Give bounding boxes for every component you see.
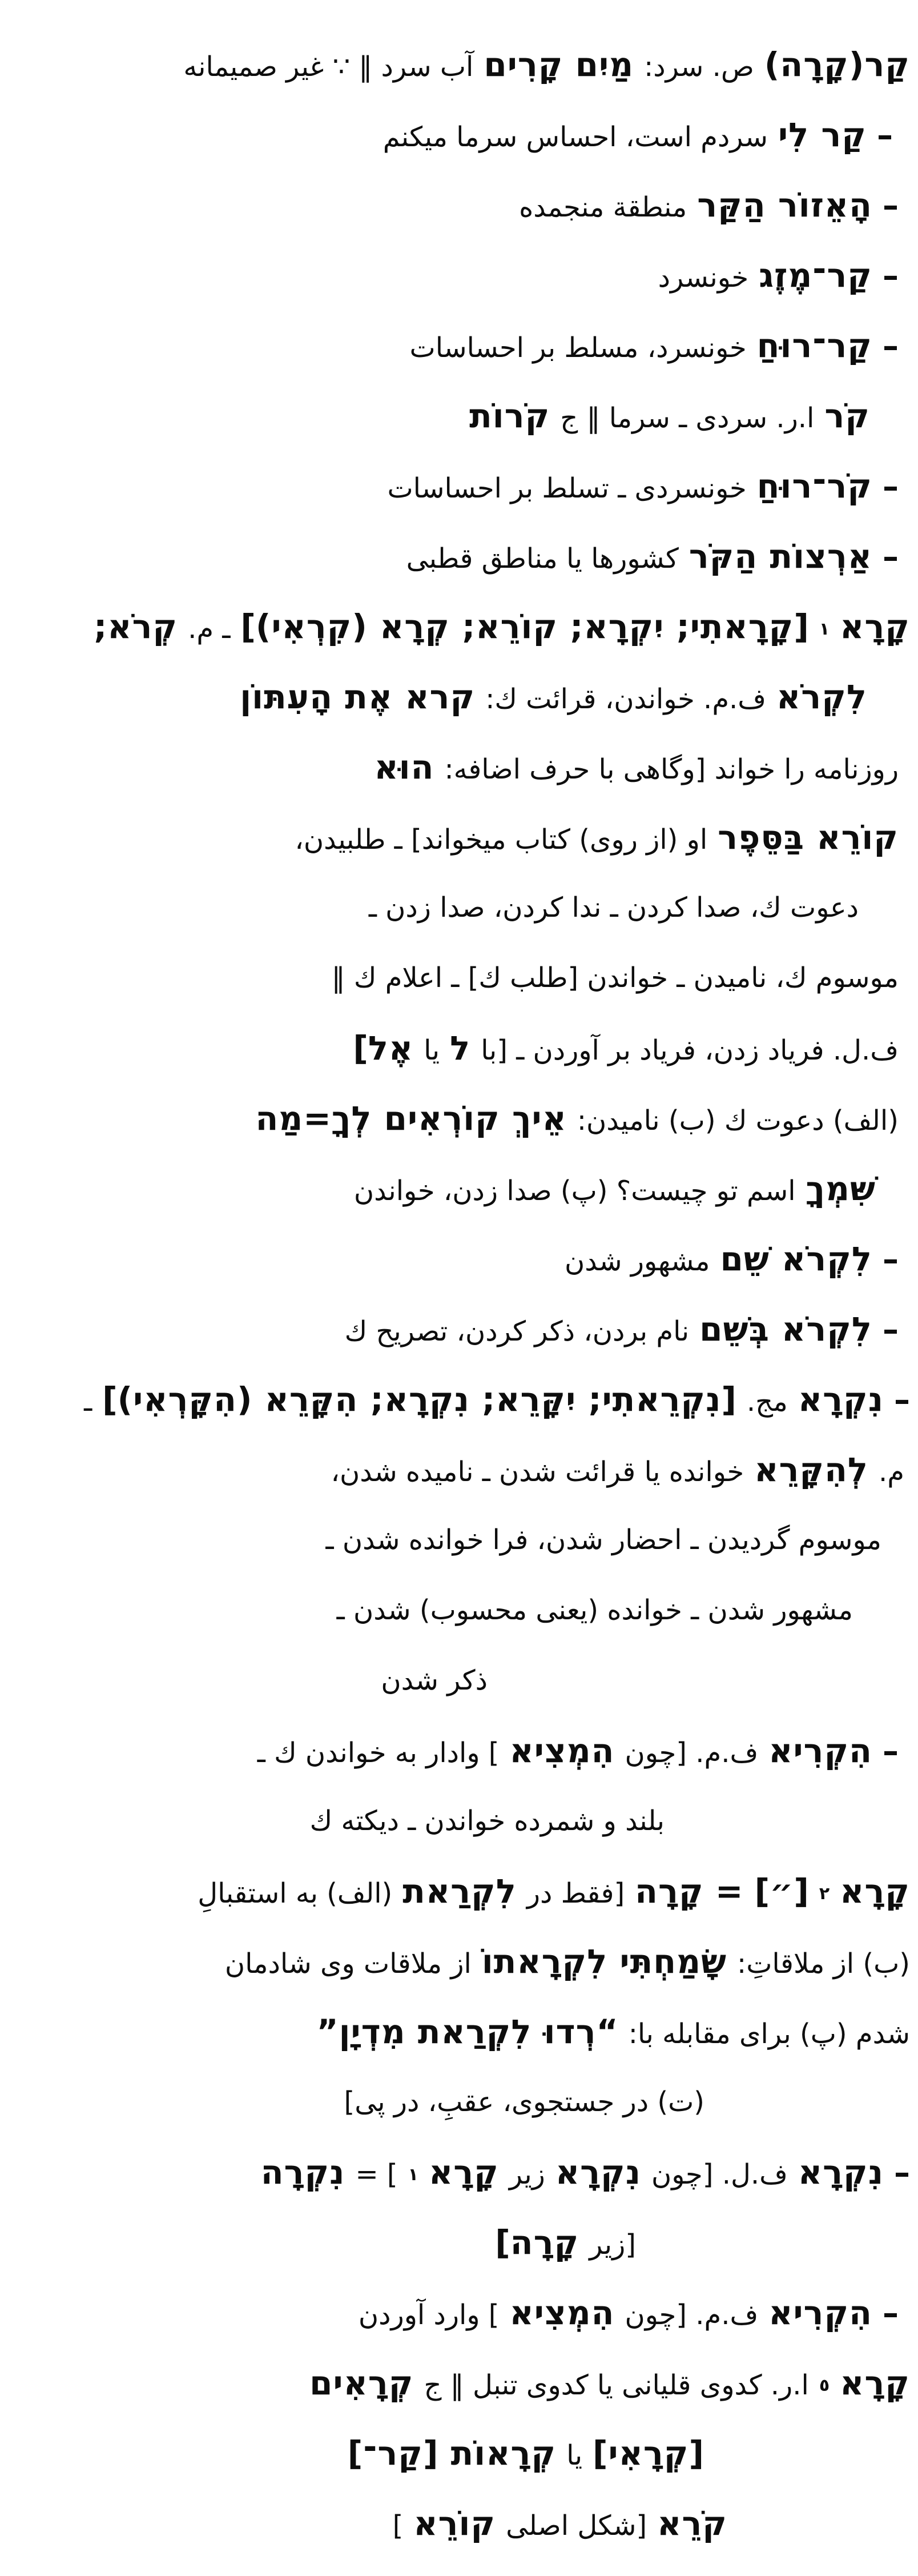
entry-kara-1-cont-7 — [8, 1084, 910, 1154]
persian-text: ] وادار به خواندن ك ـ — [257, 1737, 500, 1769]
hebrew-text: נִקְרָה — [260, 2153, 345, 2192]
persian-text: نام بردن، ذكر كردن، تصريح ك — [344, 1315, 690, 1347]
sub-entry-dash: – — [883, 1733, 899, 1770]
sub-entry-kar-mezeg — [8, 240, 910, 311]
hebrew-text: קָרָה] — [495, 2223, 579, 2262]
entry-kore — [8, 2489, 910, 2559]
entry-kara-2 — [8, 1856, 910, 1927]
sub-entry-nikra-cont-4 — [8, 1646, 910, 1716]
hebrew-text: מַיִם קָרִים — [484, 45, 634, 84]
sub-entry-nikra-2 — [8, 2137, 910, 2208]
entry-kara-1-cont-3 — [8, 803, 910, 873]
hebrew-text: שִּׁמְךָ — [806, 1169, 876, 1208]
hebrew-text: קֹרֵא — [657, 2504, 727, 2543]
entry-kara-1 — [8, 592, 910, 662]
sub-entry-kor-ruach — [8, 451, 910, 521]
hebrew-text: קוֹרֵא — [413, 2504, 496, 2543]
superscript-index: ٢ — [819, 1883, 830, 1904]
hebrew-text: קַר־רוּחַ — [756, 326, 872, 365]
persian-text: ص. سرد: — [644, 51, 754, 83]
hebrew-text: שָׂמַחְתִּי לִקְרָאתוֹ — [481, 1942, 727, 1981]
hebrew-text: קַר לִי — [778, 115, 867, 154]
persian-text: ] — [392, 2510, 404, 2542]
persian-text: م. — [879, 1456, 904, 1488]
hebrew-text: קָרָא — [840, 607, 910, 646]
persian-text: خونسرد، مسلط بر احساسات — [409, 332, 747, 364]
persian-text: ـ م. — [188, 613, 231, 645]
hebrew-text: קְרֹא; — [94, 607, 178, 646]
hebrew-text: הוּא — [374, 748, 434, 787]
persian-text: (ت) در جستجوی، عقبِ، در پی] — [344, 2086, 704, 2118]
hebrew-text: [קָרָאתִי; יִקְרָא; קוֹרֵא; קְרָא (קִרְאִי)] — [240, 607, 809, 646]
hebrew-text: קָרָא — [428, 2153, 499, 2192]
hebrew-text: לִקְרֹא בְּשֵׁם — [699, 1310, 872, 1349]
sub-entry-likro-shem — [8, 1224, 910, 1294]
hebrew-text: הִמְצִיא — [509, 2293, 615, 2332]
persian-text: يا — [424, 1034, 440, 1066]
persian-text: مج. — [746, 1386, 788, 1418]
persian-text: [فقط در — [526, 1877, 625, 1909]
sub-entry-haezor-hakar — [8, 170, 910, 240]
hebrew-text: לִקְרֹא שֵׁם — [720, 1239, 872, 1278]
persian-text: خونسرد — [658, 262, 749, 294]
superscript-index: ١ — [819, 619, 830, 639]
sub-entry-dash: – — [894, 2154, 910, 2192]
persian-text: ف.م. [چون — [625, 2299, 759, 2331]
persian-text: آب سرد ‖ ∵ غير صميمانه — [183, 51, 474, 83]
hebrew-text: הִקְרִיא — [768, 2293, 872, 2332]
hebrew-text: קְרָאִים — [309, 2364, 414, 2402]
persian-text: ـ — [84, 1386, 92, 1418]
superscript-index: ١ — [408, 2164, 418, 2185]
sub-entry-kar-ruach — [8, 311, 910, 381]
persian-text: اسم تو چيست؟ (پ) صدا زدن، خواندن — [353, 1175, 796, 1207]
hebrew-text: הִקְרִיא — [768, 1731, 872, 1770]
hebrew-text: קָרָא — [840, 2364, 910, 2402]
hebrew-text: קַר(קָרָה) — [764, 45, 910, 84]
sub-entry-dash: – — [883, 468, 899, 505]
sub-entry-nikra-cont-2 — [8, 1505, 910, 1575]
sub-entry-dash: – — [883, 328, 899, 365]
hebrew-text: קְרָאוֹת [קַר־] — [347, 2434, 557, 2473]
persian-text: (الف) به استقبالِ — [198, 1877, 393, 1909]
persian-text: سردم است، احساس سرما ميكنم — [382, 121, 768, 153]
persian-text: كشورها يا مناطق قطبى — [406, 543, 679, 575]
hebrew-text: קָרָא — [840, 1872, 910, 1911]
persian-text: ] = — [355, 2158, 398, 2190]
sub-entry-kar-li — [8, 100, 910, 170]
sub-entry-dash: – — [883, 187, 899, 224]
entry-kara-1-cont-8 — [8, 1154, 910, 1224]
persian-text: زير — [509, 2158, 545, 2190]
persian-text: خونسردى ـ تسلط بر احساسات — [387, 472, 747, 504]
persian-text: او (از روى) كتاب ميخواند] ـ طلبيدن، — [295, 824, 708, 856]
hebrew-text: קוֹרֵא בַּסֵּפֶר — [718, 818, 899, 857]
persian-text: ] وارد آوردن — [358, 2299, 500, 2331]
persian-text: [شكل اصلى — [506, 2510, 647, 2542]
hebrew-text: [קְרָאִי] — [593, 2434, 704, 2473]
entry-kara-1-cont-2 — [8, 732, 910, 803]
entry-kara-1-cont-4 — [8, 873, 910, 943]
hebrew-text: הָאֵזוֹר הַקַּר — [697, 186, 872, 224]
persian-text: موسوم ك، ناميدن ـ خواندن [طلب ك] ـ اعلام ك ‖ — [331, 962, 899, 994]
entry-kar — [8, 30, 910, 100]
entry-kara-1-cont-5 — [8, 943, 910, 1013]
persian-text: ا.ر. كدوى قليانى يا كدوى تنبل ‖ ج — [424, 2369, 809, 2401]
hebrew-text: נִקְרָא — [798, 2153, 884, 2192]
persian-text: يا — [566, 2439, 583, 2471]
hebrew-text: [נִקְרֵאתִי; יִקָּרֵא; נִקְרָא; הִקָּרֵא (הִקָּרְאִי)] — [102, 1380, 736, 1419]
entry-kara-2-cont-1 — [8, 1927, 910, 1997]
sub-entry-hikri-cont-1 — [8, 1786, 910, 1856]
hebrew-text: לִקְרֹא — [776, 677, 867, 716]
sub-entry-artsot-hakor — [8, 521, 910, 592]
persian-text: ذكر شدن — [381, 1664, 488, 1696]
persian-text: ا.ر. سردى ـ سرما ‖ ج — [560, 402, 815, 434]
persian-text: از ملاقات وى شادمان — [224, 1948, 472, 1980]
persian-text: ف.ل. فرياد زدن، فرياد بر آوردن ـ [با — [481, 1034, 899, 1066]
persian-text: (ب) از ملاقاتِ: — [737, 1948, 910, 1980]
entry-kara-2-cont-2 — [8, 1997, 910, 2067]
hebrew-text: אֵיךְ קוֹרְאִים לְךָ=מַה — [255, 1099, 567, 1138]
hebrew-text: “רְדוּ לִקְרַאת מִדְיָן” — [316, 2012, 618, 2051]
persian-text: خوانده يا قرائت شدن ـ ناميده شدن، — [331, 1456, 744, 1488]
persian-text: منطقة منجمده — [519, 191, 687, 223]
persian-text: ف.ل. [چون — [651, 2158, 788, 2190]
sub-entry-dash: – — [894, 1382, 910, 1419]
sub-entry-nikra-cont-1 — [8, 1435, 910, 1505]
sub-entry-dash: – — [883, 2295, 899, 2332]
hebrew-text: אַרְצוֹת הַקֹּר — [688, 537, 872, 576]
persian-text: موسوم گرديدن ـ احضار شدن، فرا خوانده شدن ـ — [325, 1524, 881, 1556]
persian-text: ف.م. خواندن، قرائت ك: — [485, 683, 767, 715]
persian-text: ف.م. [چون — [625, 1737, 759, 1769]
sub-entry-hikri — [8, 1716, 910, 1786]
sub-entry-hikri-2 — [8, 2278, 910, 2348]
hebrew-text: לְהִקָּרֵא — [754, 1450, 869, 1489]
hebrew-text: קַר־מֶזֶג — [759, 256, 872, 295]
sub-entry-dash: – — [883, 258, 899, 295]
sub-entry-likro-beshem — [8, 1294, 910, 1365]
sub-entry-dash: – — [883, 539, 899, 576]
sub-entry-nikra-passive — [8, 1365, 910, 1435]
persian-text: روزنامه را خواند [وگاهى با حرف اضافه: — [444, 753, 899, 785]
hebrew-text: אֶל] — [353, 1029, 414, 1068]
sub-entry-dash: – — [883, 1311, 899, 1349]
persian-text: بلند و شمرده خواندن ـ ديكته ك — [309, 1805, 665, 1837]
sub-entry-dash: – — [877, 117, 893, 154]
entry-kara-5-cont-1 — [8, 2418, 910, 2489]
hebrew-text: קֹרוֹת — [469, 396, 550, 435]
hebrew-text: נִקְרָא — [555, 2153, 641, 2192]
hebrew-text: לִקְרַאת — [402, 1872, 517, 1911]
hebrew-text: [״] = קָרָה — [635, 1872, 809, 1911]
hebrew-text: קֹר־רוּחַ — [756, 467, 872, 505]
persian-text: [زير — [589, 2229, 636, 2261]
sub-entry-dash: – — [883, 1241, 899, 1278]
persian-text: (الف) دعوت ك (ب) ناميدن: — [577, 1105, 899, 1137]
persian-text: مشهور شدن ـ خوانده (يعنى محسوب) شدن ـ — [336, 1594, 853, 1626]
sub-entry-nikra-cont-3 — [8, 1575, 910, 1646]
entry-kara-2-cont-3 — [8, 2067, 910, 2137]
hebrew-text: נִקְרָא — [798, 1380, 884, 1419]
entry-kara-1-cont-6 — [8, 1013, 910, 1084]
hebrew-text: הִמְצִיא — [509, 1731, 615, 1770]
hebrew-text: קֹר — [824, 396, 870, 435]
entry-kara-5 — [8, 2348, 910, 2418]
entry-kor — [8, 381, 910, 451]
persian-text: مشهور شدن — [564, 1245, 710, 1277]
hebrew-text: ל — [450, 1029, 471, 1068]
superscript-index: ٥ — [819, 2375, 830, 2396]
persian-text: شدم (پ) براى مقابله با: — [628, 2018, 910, 2050]
hebrew-text: קרא אֶת הָעִתּוֹן — [240, 677, 476, 716]
sub-entry-nikra-2-cont-1 — [8, 2208, 910, 2278]
entry-kara-1-cont-1 — [8, 662, 910, 732]
persian-text: دعوت ك، صدا كردن ـ ندا كردن، صدا زدن ـ — [368, 892, 859, 924]
